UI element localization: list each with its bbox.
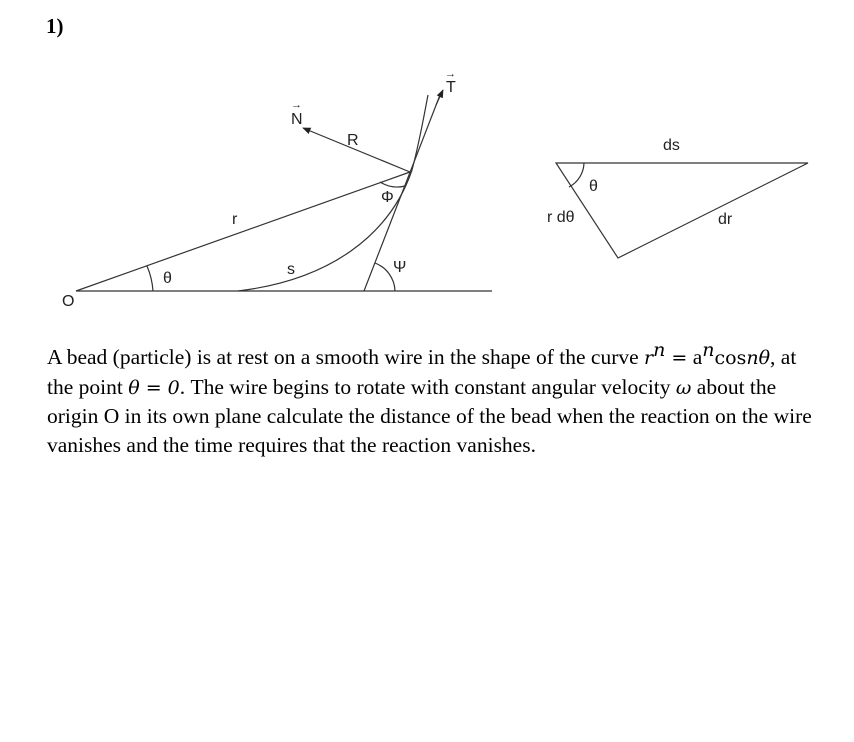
theta-label: θ bbox=[163, 270, 172, 287]
phi-label: Φ bbox=[381, 189, 394, 206]
problem-statement bbox=[47, 336, 817, 459]
N-label: N bbox=[291, 111, 303, 128]
eq-r: r bbox=[644, 347, 654, 370]
omega-symbol: ω bbox=[675, 376, 692, 399]
problem-text bbox=[47, 336, 817, 459]
ds-label: ds bbox=[663, 137, 680, 154]
r-label: r bbox=[232, 211, 238, 228]
radius-line bbox=[76, 172, 410, 291]
dr-label: dr bbox=[718, 211, 733, 228]
eq-a: a bbox=[692, 345, 703, 370]
theta-arc bbox=[147, 266, 153, 291]
psi-arc bbox=[375, 263, 395, 291]
eq-cos: cos bbox=[714, 347, 747, 370]
problem-part-3: . The wire begins to rotate with constant angular velocity bbox=[179, 374, 676, 399]
N-vector-arrow: → bbox=[291, 99, 302, 111]
tangent-arrow bbox=[436, 90, 443, 105]
psi-label: Ψ bbox=[393, 259, 407, 276]
eq-r-exp: n bbox=[653, 339, 666, 361]
problem-part-2: , at the point bbox=[47, 345, 797, 399]
problem-part-4: about the origin O in its own plane calculate the distance of the bead when the reaction on the wire vanishes and the time requires that the reaction vanishes. bbox=[47, 374, 812, 457]
origin-label: O bbox=[62, 293, 75, 310]
geometry-figure bbox=[0, 0, 854, 330]
triangle-theta-label: θ bbox=[589, 178, 598, 195]
problem-part-1: A bead (particle) is at rest on a smooth wire in the shape of the curve bbox=[47, 345, 645, 370]
s-label: s bbox=[287, 261, 295, 278]
r-dtheta-label: r dθ bbox=[547, 209, 575, 226]
eq-equals: = bbox=[665, 347, 688, 370]
eq-a-exp: n bbox=[702, 339, 715, 361]
polar-figure bbox=[76, 90, 492, 291]
question-number: 1) bbox=[46, 14, 64, 38]
point-equation: θ = 0 bbox=[128, 376, 180, 399]
R-label: R bbox=[347, 132, 359, 149]
phi-arc bbox=[380, 182, 405, 187]
T-vector-arrow: → bbox=[445, 68, 456, 80]
triangle-theta-arc bbox=[569, 163, 584, 187]
T-label: T bbox=[446, 79, 456, 96]
eq-arg: nθ bbox=[746, 347, 771, 370]
